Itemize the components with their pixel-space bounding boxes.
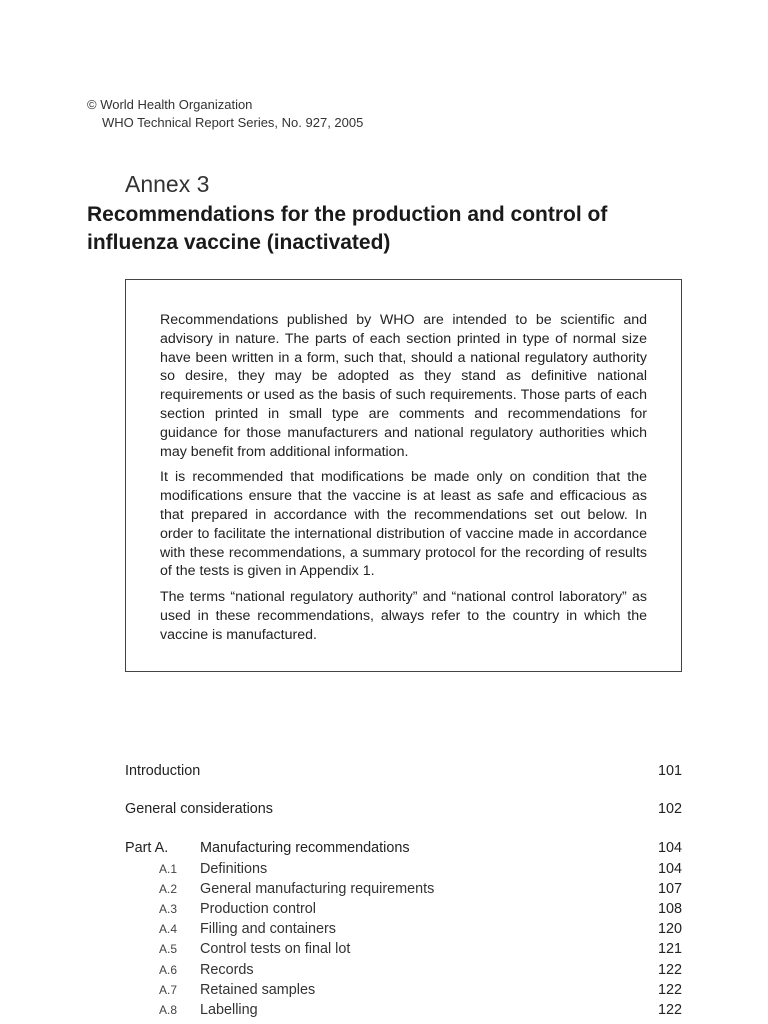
toc-subentry-page: 121 (657, 941, 682, 958)
toc-entry-introduction[interactable] (125, 761, 682, 781)
toc-subentry-number: A.2 (159, 881, 178, 896)
toc-subentry-page: 120 (657, 921, 682, 938)
toc-subentry[interactable] (125, 859, 682, 879)
toc-subentry-number: A.3 (159, 901, 178, 916)
toc-subentry-label: Production control (200, 900, 316, 917)
toc-subentry-label: Records (200, 961, 254, 978)
toc-subentry-label: Definitions (200, 860, 268, 877)
table-of-contents (125, 761, 682, 1020)
toc-subentry-number: A.6 (159, 962, 178, 977)
notice-paragraph: Recommendations published by WHO are intended to be scientific and advisory in nature. The parts of each section printed in type of normal size have been written in a form, such that, should a national regulatory authority so desire, they may be adopted as they stand as definitive national requirements or used as the basis of such requirements. Those parts of each section printed in small type are comments and recommendations for guidance for those manufacturers and national regulatory authorities which may benefit from additional information. (160, 312, 647, 460)
toc-subentry-label: Control tests on final lot (200, 941, 351, 958)
toc-subentry-page: 122 (657, 1001, 682, 1018)
toc-subentry-page: 122 (657, 961, 682, 978)
toc-subentry-page: 104 (657, 860, 682, 877)
toc-subentry[interactable] (125, 879, 682, 899)
toc-part-number: Part A. (125, 840, 169, 857)
toc-subentry-page: 108 (657, 900, 682, 917)
toc-entry-page: 101 (657, 763, 682, 779)
toc-entry-general[interactable] (125, 799, 682, 819)
toc-entry-label: Introduction (125, 763, 201, 779)
toc-subentry-label: Retained samples (200, 981, 316, 998)
notice-paragraph: It is recommended that modifications be made only on condition that the modifications ensure that the vaccine is at least as safe and efficacious as that prepared in accordance with the recommendations set out below. In order to facilitate the international distribution of vaccine made in accordance with these recommendations, a summary protocol for the recording of results of the tests is given in Appendix 1. (160, 469, 647, 580)
notice-box (125, 279, 682, 672)
toc-subentry-number: A.7 (159, 982, 178, 997)
series-line: WHO Technical Report Series, No. 927, 2005 (102, 115, 364, 130)
toc-subentry-number: A.5 (159, 942, 178, 957)
toc-entry-label: Manufacturing recommendations (200, 840, 410, 857)
toc-subentry[interactable] (125, 939, 682, 959)
toc-subentry-number: A.4 (159, 922, 178, 937)
toc-subentry[interactable] (125, 899, 682, 919)
toc-entry-page: 102 (657, 801, 682, 818)
toc-subentry[interactable] (125, 1000, 682, 1020)
document-title: Recommendations for the production and control of influenza vaccine (inactivated) (87, 203, 608, 254)
notice-paragraph: The terms “national regulatory authority” and “national control laboratory” as used in these recommendations, always refer to the country in which the vaccine is manufactured. (160, 589, 647, 643)
toc-entry-page: 104 (657, 840, 682, 857)
toc-subentry-number: A.1 (159, 861, 178, 876)
toc-subentry[interactable] (125, 960, 682, 980)
toc-entry-part-a[interactable] (125, 838, 682, 858)
toc-subentry-page: 107 (657, 880, 682, 897)
toc-subentry-label: General manufacturing requirements (200, 880, 435, 897)
toc-subentry-label: Labelling (200, 1001, 258, 1018)
annex-label: Annex 3 (125, 171, 210, 197)
copyright-notice (87, 96, 363, 132)
toc-subentry-label: Filling and containers (200, 921, 336, 938)
toc-subentry[interactable] (125, 980, 682, 1000)
toc-subentry[interactable] (125, 919, 682, 939)
toc-entry-label: General considerations (125, 801, 273, 818)
toc-subentry-number: A.8 (159, 1002, 178, 1017)
copyright-line: © World Health Organization (87, 97, 253, 112)
toc-subentry-page: 122 (657, 981, 682, 998)
